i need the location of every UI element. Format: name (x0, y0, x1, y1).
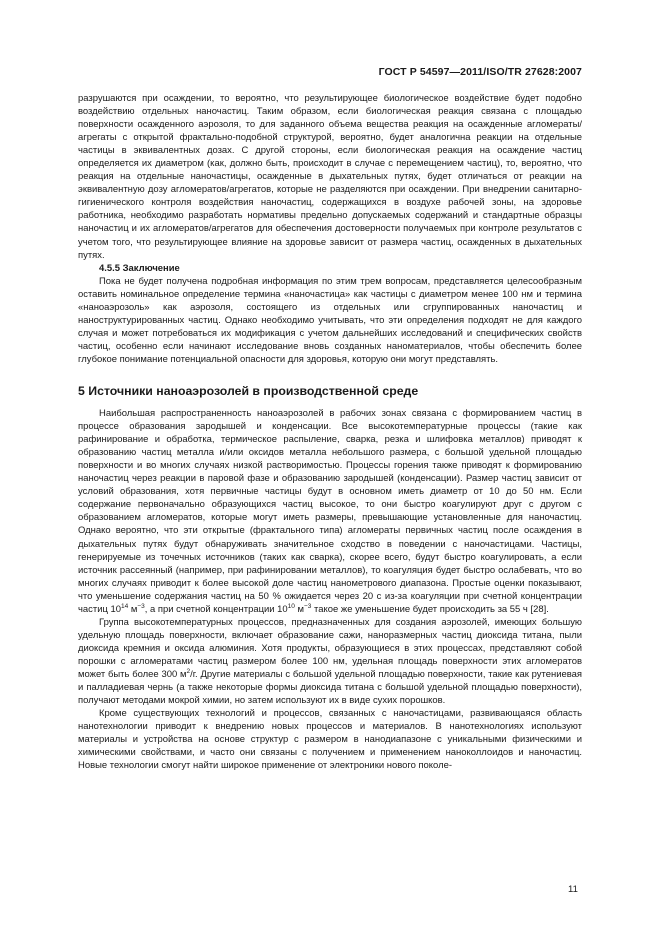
text-run: м (294, 603, 305, 615)
section-number: 5 (78, 383, 85, 398)
exponent: 2 (186, 667, 191, 675)
document-body (78, 92, 582, 772)
subsection-heading (78, 262, 582, 275)
section-paragraph-2 (78, 616, 582, 707)
text-run: такое же уменьшение будет происходить за 55 ч [28]. (311, 603, 549, 615)
page-number: 11 (568, 884, 578, 895)
exponent: 14 (121, 602, 129, 610)
text-run: /г. Другие материалы с большой удельной площадью поверхности, такие как рутениевая и палладиевая чернь (а также некоторые формы диоксида титана с большой удельной площадью поверхности), получают методами мокрой химии, но затем используют их в виде сухих порошков. (78, 668, 582, 707)
section-paragraph-1 (78, 407, 582, 616)
exponent: −3 (137, 602, 145, 610)
text-run: м (128, 603, 138, 615)
conclusion-paragraph: Пока не будет получена подробная информация по этим трем вопросам, представляется целесообразным оставить номинальное определение термина «наночастица» как частицы с диаметром менее 100 нм и термина «наноаэрозоль» как аэрозоля, состоящего из отдельных или сгруппированных наночастиц и наноструктурированных частиц. Однако необходимо учитывать, что эти определения подходят не для каждого случая и может потребоваться их модификация с учетом дальнейших исследований и специфических свойств частиц, особенно если начинают исследование вновь созданных наноматериалов, чтобы обеспечить более глубокое понимание потенциальной опасности для здоровья, которую они могут представлять. (78, 275, 582, 365)
text-run: Наибольшая распространенность наноаэрозолей в рабочих зонах связана с формированием частиц в процессе образования зародышей и конденсации. Все высокотемпературные процессы (такие как рафинирование и обработка, термическое распыление, сварка, резка и шлифовка металлов) приводят к образованию частиц металла и/или оксидов металла небольшого размера, с большой удельной площадью поверхности и во многих случаях низкой растворимостью. Процессы горения также приводят к формированию наночастиц через реакции в паровой фазе и образованию зародышей (конденсации). Размер частиц зависит от условий образования, хотя первичные частицы будут в основном иметь диаметр от 10 до 50 нм. Если содержание первоначально образующихся частиц высокое, то они быстро коагулируют друг с другом с образованием агломератов, которые могут иметь размеры, превышающие установленные для наночастиц. Однако вероятно, что эти открытые (фрактального типа) агломераты первичных частиц после осаждения в дыхательных путях будут обнаруживать значительное сходство в поведении с наночастицами. Частицы, генерируемые из точечных источников (таких как сварка), скорее всего, будут быстро коагулировать, а если источник рассеянный (например, при рафинировании металлов), то коагуляция будет быстро ослабевать, что во многих случаях приводит к более высокой доле частиц нанометрового диапазона. Простые оценки показывают, что уменьшение содержания частиц на 50 % ожидается через 20 с из-за коагуляции при счетной концентрации частиц 10 (78, 408, 582, 615)
continued-paragraph: разрушаются при осаждении, то вероятно, что результирующее биологическое воздействие будет подобно воздействию отдельных наночастиц. Таким образом, если биологическая реакция связана с площадью поверхности осажденного аэрозоля, то для заданного объема вещества реакция на осажденные агломераты/агрегаты с открытой фрактально-подобной структурой, вероятно, будет аналогична реакции на отдельные частицы в эквивалентных дозах. С другой стороны, если биологическая реакция на осаждение частиц определяется их диаметром (как, должно быть, происходит в случае с перемещением частиц), то, вероятно, что реакция на отдельные наночастицы, осажденные в дыхательных путях, будет отличаться от реакции на эквивалентную дозу агломератов/агрегатов, которые не разделяются при осаждении. При внедрении санитарно-гигиенического контроля воздействия наночастиц, содержащихся в воздухе рабочей зоны, на здоровье работника, необходимо разработать нормативы предельно допускаемых содержаний и стандартные образцы наночастиц и их агломератов/агрегатов для обеспечения достоверности получаемых при контроле результатов с учетом того, что результирующее влияние на здоровье зависит от размера частиц, осажденных в дыхательных путях. (78, 93, 582, 261)
subsection-title: Заключение (122, 262, 180, 274)
text-run: Группа высокотемпературных процессов, предназначенных для создания аэрозолей, имеющих большую удельную площадь поверхности, включает образование сажи, наноразмерных частиц диоксида титана, пыли диоксида кремния и оксида алюминия. Хотя продукты, образующиеся в этих процессах, представляют собой порошки с агломератами частиц размером более 100 нм, удельная площадь поверхности этих агломератов может быть более 300 м (78, 616, 582, 680)
standard-header: ГОСТ Р 54597—2011/ISO/TR 27628:2007 (378, 66, 582, 78)
subsection-number: 4.5.5 (99, 262, 120, 274)
exponent: 10 (287, 602, 295, 610)
exponent: −3 (304, 602, 312, 610)
text-run: , а при счетной концентрации 10 (144, 603, 288, 615)
section-paragraph-3: Кроме существующих технологий и процессов, связанных с наночастицами, развивающаяся область нанотехнологии приводит к внедрению новых процессов и материалов. В нанотехнологиях используют материалы и устройства на основе структур с размером в нанодиапазоне с уникальными физическими и химическими свойствами, и часто они связаны с получением и применением наноколлоидов и наночастиц. Новые технологии смогут найти широкое применение от электроники нового поколе- (78, 708, 582, 772)
section-heading (78, 385, 582, 398)
section-title: Источники наноаэрозолей в производственной среде (88, 383, 419, 398)
